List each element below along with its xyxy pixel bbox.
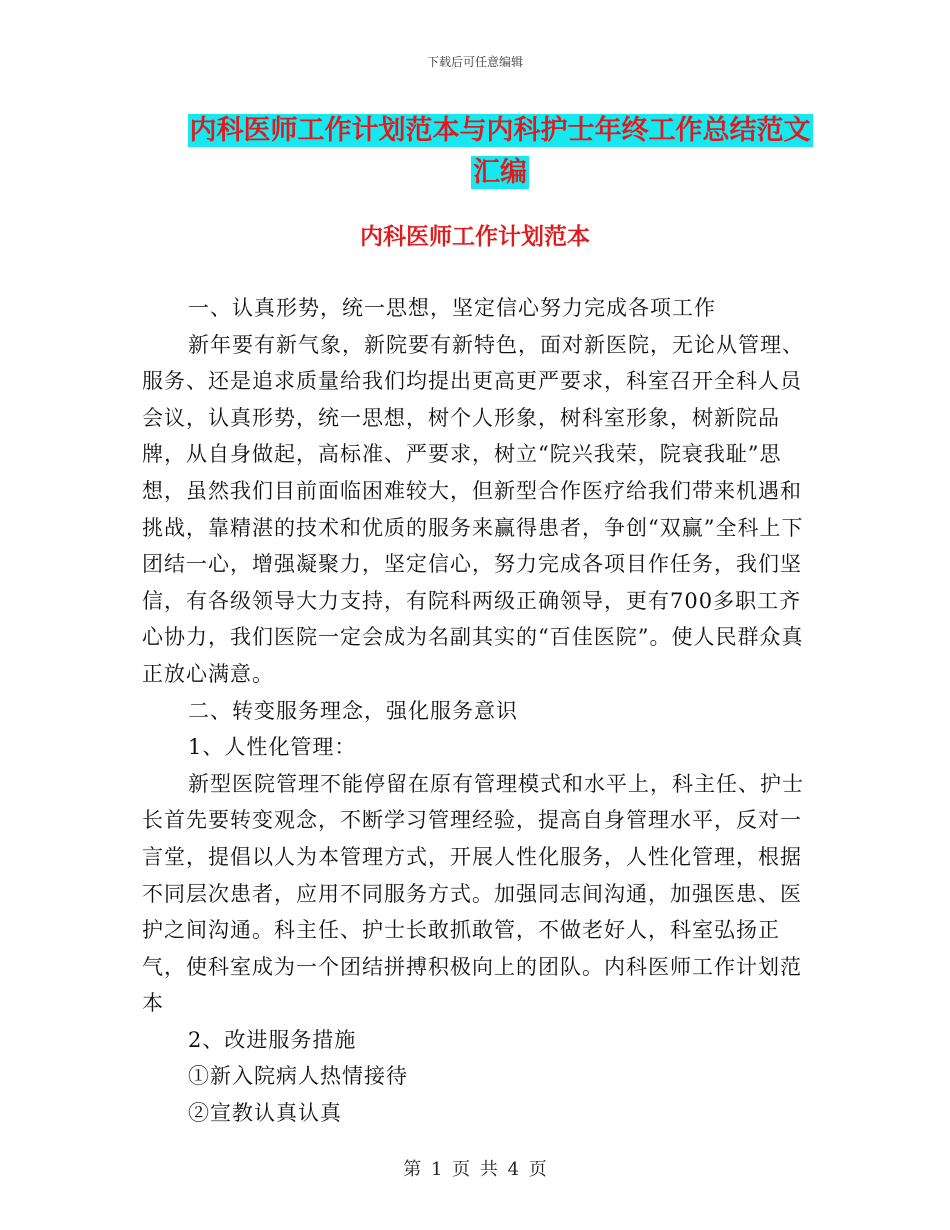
header-note: 下载后可任意编辑	[426, 55, 523, 69]
list-item: ①新入院病人热情接待	[188, 1064, 408, 1089]
subheading-humanized-management: 1、人性化管理：	[188, 735, 357, 760]
page-footer: 第 1 页 共 4 页	[403, 1159, 547, 1180]
paragraph: 新年要有新气象，新院要有新特色，面对新医院，无论从管理、服务、还是追求质量给我们均提出更高更严要求，科室召开全科人员会议，认真形势，统一思想，树个人形象，树科室形象，树新院品牌，从自身做起，高标准、严要求，树立“院兴我荣，院衰我耻”思想，虽然我们目前面临困难较大，但新型合作医疗给我们带来机遇和挑战，靠精湛的技术和优质的服务来赢得患者，争创“双赢”全科上下团结一心，增强凝聚力，坚定信心，努力完成各项目作任务，我们坚信，有各级领导大力支持，有院科两级正确领导，更有700多职工齐心协力，我们医院一定会成为名副其实的“百佳医院”。使人民群众真正放心满意。	[142, 332, 804, 686]
list-item: ②宣教认真认真	[188, 1101, 342, 1126]
main-title-line1: 内科医师工作计划范本与内科护士年终工作总结范文	[189, 115, 811, 146]
main-title	[160, 110, 840, 194]
main-title-line2: 汇编	[473, 157, 527, 188]
heading-one: 一、认真形势，统一思想，坚定信心努力完成各项工作	[188, 296, 716, 320]
subheading-improve-service: 2、改进服务措施	[188, 1027, 357, 1052]
paragraph: 新型医院管理不能停留在原有管理模式和水平上，科主任、护士长首先要转变观念，不断学习管理经验，提高自身管理水平，反对一言堂，提倡以人为本管理方式，开展人性化服务，人性化管理，根据不同层次患者，应用不同服务方式。加强同志间沟通，加强医患、医护之间沟通。科主任、护士长敢抓敢管，不做老好人，科室弘扬正气，使科室成为一个团结拼搏积极向上的团队。内科医师工作计划范本	[142, 771, 804, 1016]
body-text	[142, 290, 812, 1132]
heading-two: 二、转变服务理念，强化服务意识	[188, 698, 518, 723]
section-title: 内科医师工作计划范本	[360, 224, 590, 250]
